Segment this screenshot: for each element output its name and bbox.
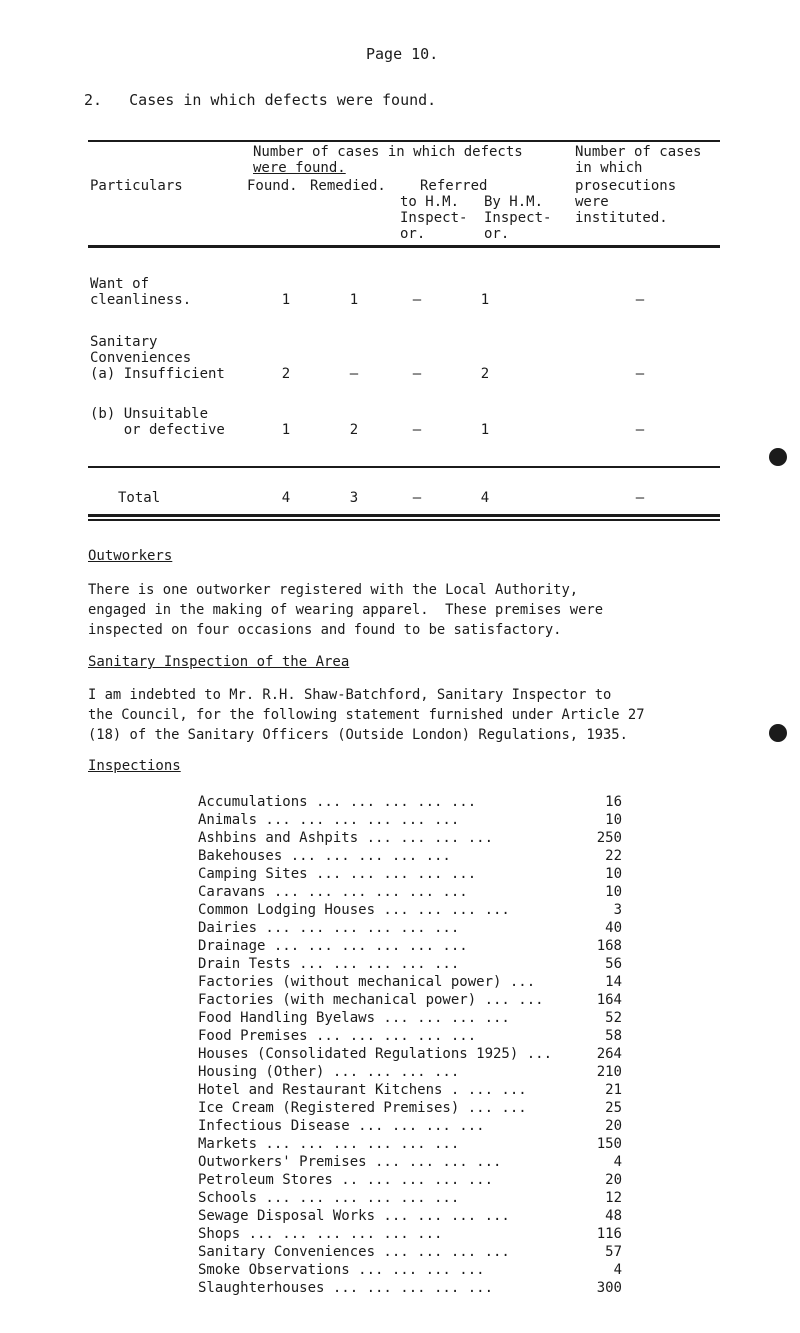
outworkers-heading: Outworkers — [88, 548, 173, 564]
section-heading: 2. Cases in which defects were found. — [84, 91, 437, 109]
inspection-label: Animals ... ... ... ... ... ... — [198, 812, 460, 828]
inspection-label: Housing (Other) ... ... ... ... — [198, 1064, 460, 1080]
inspection-label: Markets ... ... ... ... ... ... — [198, 1136, 460, 1152]
inspection-count: 10 — [605, 812, 622, 828]
inspection-label: Infectious Disease ... ... ... ... — [198, 1118, 485, 1134]
inspection-label: Sewage Disposal Works ... ... ... ... — [198, 1208, 510, 1224]
header-by-hm-line1: By H.M. — [484, 194, 544, 210]
header-prosecutions-line1: Number of cases — [575, 144, 702, 160]
inspection-count: 56 — [605, 956, 622, 972]
inspection-count: 250 — [596, 830, 622, 846]
inspection-count: 22 — [605, 848, 622, 864]
cell-referred-by-hm: 1 — [480, 292, 490, 308]
inspection-label: Houses (Consolidated Regulations 1925) ... — [198, 1046, 553, 1062]
total-referred-to-hm: – — [412, 490, 422, 506]
inspection-label: Shops ... ... ... ... ... ... — [198, 1226, 443, 1242]
punch-hole — [769, 448, 787, 466]
inspection-label: Ice Cream (Registered Premises) ... ... — [198, 1100, 527, 1116]
inspection-label: Slaughterhouses ... ... ... ... ... — [198, 1280, 494, 1296]
inspection-count: 48 — [605, 1208, 622, 1224]
inspection-label: Factories (with mechanical power) ... ... — [198, 992, 544, 1008]
inspection-label: Outworkers' Premises ... ... ... ... — [198, 1154, 502, 1170]
header-remedied: Remedied. — [310, 178, 386, 194]
header-number-defects-line2: were found. — [253, 160, 346, 176]
inspection-label: Drain Tests ... ... ... ... ... — [198, 956, 460, 972]
inspection-count: 12 — [605, 1190, 622, 1206]
inspection-label: Common Lodging Houses ... ... ... ... — [198, 902, 510, 918]
total-label: Total — [118, 490, 161, 506]
cell-referred-to-hm: – — [412, 422, 422, 438]
inspection-label: Sanitary Conveniences ... ... ... ... — [198, 1244, 510, 1260]
header-prosecutions-line5: instituted. — [575, 210, 668, 226]
header-prosecutions-line4: were — [575, 194, 609, 210]
row-label-line: (b) Unsuitable — [90, 406, 209, 422]
inspection-count: 21 — [605, 1082, 622, 1098]
header-by-hm-line3: or. — [484, 226, 510, 242]
row-label-line: Want of — [90, 276, 150, 292]
cell-found: 1 — [281, 292, 291, 308]
inspection-label: Food Handling Byelaws ... ... ... ... — [198, 1010, 510, 1026]
row-label-line: cleanliness. — [90, 292, 192, 308]
inspection-count: 210 — [596, 1064, 622, 1080]
table-top-rule — [88, 140, 720, 142]
inspection-count: 10 — [605, 866, 622, 882]
inspection-label: Caravans ... ... ... ... ... ... — [198, 884, 468, 900]
cell-remedied: 1 — [349, 292, 359, 308]
header-to-hm-line2: Inspect- — [400, 210, 468, 226]
inspection-count: 116 — [596, 1226, 622, 1242]
header-to-hm-line1: to H.M. — [400, 194, 460, 210]
cell-prosecutions: – — [635, 366, 645, 382]
header-particulars: Particulars — [90, 178, 183, 194]
sanitary-inspection-heading: Sanitary Inspection of the Area — [88, 654, 350, 670]
inspection-count: 264 — [596, 1046, 622, 1062]
inspection-count: 57 — [605, 1244, 622, 1260]
page-number: Page 10. — [366, 45, 439, 63]
inspection-count: 4 — [613, 1262, 622, 1278]
header-found: Found. — [247, 178, 298, 194]
total-found: 4 — [281, 490, 291, 506]
inspection-label: Factories (without mechanical power) ... — [198, 974, 536, 990]
inspection-count: 14 — [605, 974, 622, 990]
inspection-count: 40 — [605, 920, 622, 936]
inspection-count: 3 — [613, 902, 622, 918]
header-prosecutions-line3: prosecutions — [575, 178, 677, 194]
row-label-line: or defective — [90, 422, 225, 438]
cell-referred-to-hm: – — [412, 292, 422, 308]
inspection-count: 164 — [596, 992, 622, 1008]
inspection-count: 4 — [613, 1154, 622, 1170]
cell-found: 2 — [281, 366, 291, 382]
inspection-label: Hotel and Restaurant Kitchens . ... ... — [198, 1082, 527, 1098]
header-number-defects-line1: Number of cases in which defects — [253, 144, 523, 160]
cell-remedied: – — [349, 366, 359, 382]
cell-remedied: 2 — [349, 422, 359, 438]
inspection-count: 20 — [605, 1118, 622, 1134]
cell-referred-by-hm: 2 — [480, 366, 490, 382]
table-bottom-rule-second — [88, 519, 720, 521]
inspection-label: Camping Sites ... ... ... ... ... — [198, 866, 477, 882]
total-referred-by-hm: 4 — [480, 490, 490, 506]
cell-referred-by-hm: 1 — [480, 422, 490, 438]
sanitary-inspection-paragraph: I am indebted to Mr. R.H. Shaw-Batchford, Sanitary Inspector to the Council, for the following statement furnished under Article 27 (18) of the Sanitary Officers (Outside London) Regulations, 1935. — [88, 687, 645, 743]
inspection-count: 10 — [605, 884, 622, 900]
inspections-heading: Inspections — [88, 758, 181, 774]
header-referred: Referred — [420, 178, 488, 194]
inspection-count: 300 — [596, 1280, 622, 1296]
inspection-count: 16 — [605, 794, 622, 810]
inspection-label: Food Premises ... ... ... ... ... — [198, 1028, 477, 1044]
inspection-label: Drainage ... ... ... ... ... ... — [198, 938, 468, 954]
table-bottom-rule — [88, 514, 720, 517]
header-bottom-rule — [88, 245, 720, 248]
inspection-count: 58 — [605, 1028, 622, 1044]
row-label-line: Sanitary — [90, 334, 158, 350]
inspection-count: 52 — [605, 1010, 622, 1026]
inspection-count: 150 — [596, 1136, 622, 1152]
total-top-rule — [88, 466, 720, 468]
inspection-label: Accumulations ... ... ... ... ... — [198, 794, 477, 810]
inspection-label: Ashbins and Ashpits ... ... ... ... — [198, 830, 494, 846]
header-to-hm-line3: or. — [400, 226, 426, 242]
row-label-line: (a) Insufficient — [90, 366, 225, 382]
cell-prosecutions: – — [635, 422, 645, 438]
total-remedied: 3 — [349, 490, 359, 506]
inspection-count: 25 — [605, 1100, 622, 1116]
inspection-label: Bakehouses ... ... ... ... ... — [198, 848, 451, 864]
inspection-label: Smoke Observations ... ... ... ... — [198, 1262, 485, 1278]
inspection-count: 168 — [596, 938, 622, 954]
cell-found: 1 — [281, 422, 291, 438]
cell-prosecutions: – — [635, 292, 645, 308]
outworkers-paragraph: There is one outworker registered with the Local Authority, engaged in the making of wearing apparel. These premises were inspected on four occasions and found to be satisfactory. — [88, 582, 603, 638]
inspection-label: Petroleum Stores .. ... ... ... ... — [198, 1172, 494, 1188]
row-label-line: Conveniences — [90, 350, 192, 366]
header-by-hm-line2: Inspect- — [484, 210, 552, 226]
punch-hole — [769, 724, 787, 742]
inspection-count: 20 — [605, 1172, 622, 1188]
cell-referred-to-hm: – — [412, 366, 422, 382]
total-prosecutions: – — [635, 490, 645, 506]
inspection-label: Dairies ... ... ... ... ... ... — [198, 920, 460, 936]
inspection-label: Schools ... ... ... ... ... ... — [198, 1190, 460, 1206]
header-prosecutions-line2: in which — [575, 160, 643, 176]
